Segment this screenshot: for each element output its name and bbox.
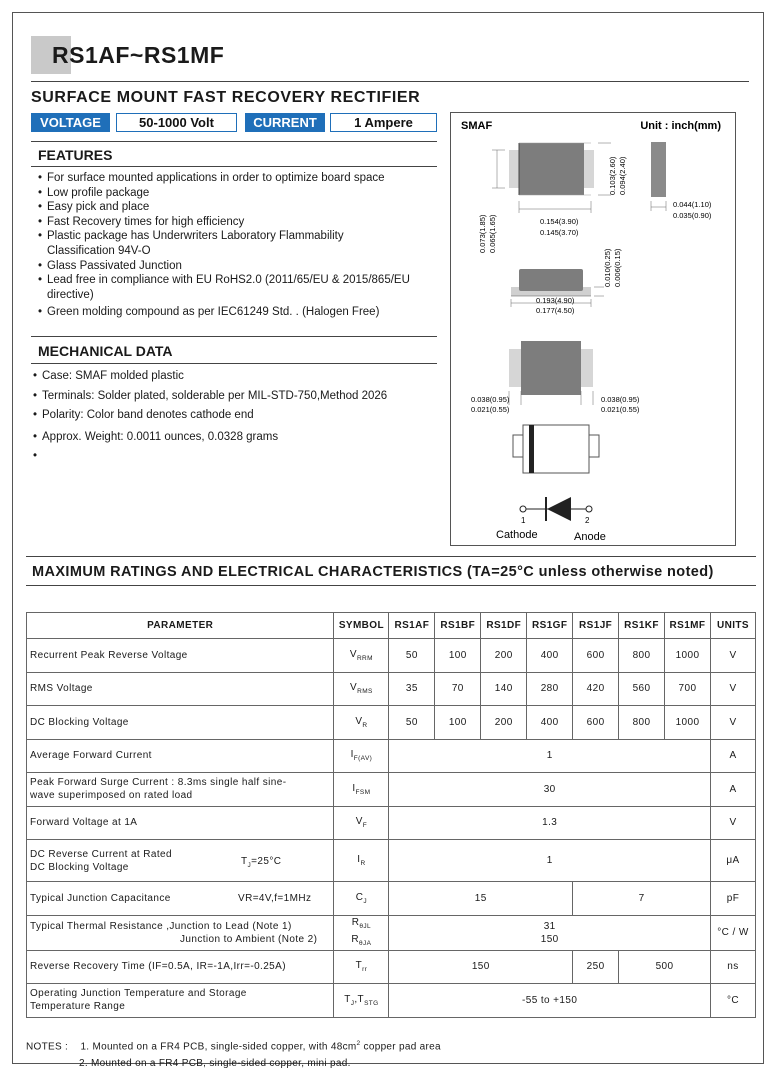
feature-item: • Low profile package: [38, 186, 410, 201]
dim-pr1: 0.038(0.95): [601, 395, 640, 404]
table-row: [27, 806, 756, 840]
voltage-value: 50-1000 Volt: [116, 113, 237, 132]
value-cell: 7: [573, 882, 711, 916]
value-cell: 1.3: [389, 806, 711, 840]
symbol-text: R: [351, 933, 360, 945]
symbol-cell: [334, 840, 389, 882]
col-header: SYMBOL: [334, 613, 389, 639]
value-cell: -55 to +150: [389, 984, 711, 1018]
value-line: 31: [543, 920, 556, 932]
dim-o1: 0.193(4.90): [536, 296, 575, 305]
symbol-cell: [334, 639, 389, 673]
features-title: FEATURES: [38, 147, 113, 163]
symbol-cell: [334, 806, 389, 840]
value-cell: 50: [389, 706, 435, 740]
value-cell: 30: [389, 773, 711, 807]
bottom-view: [471, 341, 640, 414]
symbol-sub: J: [350, 999, 355, 1007]
symbol-cell: [334, 739, 389, 773]
subtitle: SURFACE MOUNT FAST RECOVERY RECTIFIER: [31, 89, 421, 106]
note-1-sup: 2: [356, 1040, 361, 1047]
cond-sub: J: [247, 862, 252, 869]
col-header: RS1GF: [527, 613, 573, 639]
unit-cell: A: [710, 739, 755, 773]
table-row: [27, 915, 756, 950]
mech-rule-top: [31, 336, 437, 337]
value-cell: 1: [389, 840, 711, 882]
value-cell: 250: [573, 950, 619, 984]
table-row: [27, 984, 756, 1018]
dim-pl2: 0.021(0.55): [471, 405, 510, 414]
notes: [26, 1035, 441, 1072]
param-line: wave superimposed on rated load: [30, 790, 193, 802]
value-cell: 700: [665, 672, 711, 706]
param-cell: [27, 915, 334, 950]
param-cell: [27, 984, 334, 1018]
symbol-text: T: [355, 960, 363, 972]
top-view: [478, 143, 627, 253]
symbol-text: R: [351, 916, 360, 928]
value-cell: 200: [481, 706, 527, 740]
col-header: RS1JF: [573, 613, 619, 639]
value-cell: 1: [389, 739, 711, 773]
symbol-cell: [334, 672, 389, 706]
param-line: DC Blocking Voltage: [30, 861, 129, 873]
feature-item: • Easy pick and place: [38, 200, 410, 215]
pin2-label: 2: [585, 516, 590, 525]
symbol-text: V: [355, 816, 363, 828]
value-cell: 500: [619, 950, 711, 984]
package-drawing: [450, 112, 736, 546]
param-line: Typical Junction Capacitance: [30, 892, 171, 904]
symbol-cell: [334, 706, 389, 740]
note-1-tail: copper pad area: [363, 1041, 441, 1053]
dim-o2: 0.177(4.50): [536, 306, 575, 315]
band-view: [513, 425, 599, 473]
feature-item-text: Classification 94V-O: [47, 244, 151, 257]
col-header: RS1KF: [619, 613, 665, 639]
ratings-table: [26, 612, 756, 1018]
unit-cell: pF: [710, 882, 755, 916]
mechanical-title: MECHANICAL DATA: [38, 343, 173, 359]
value-cell: 1000: [665, 706, 711, 740]
dim-l2: 0.065(1.65): [488, 214, 497, 253]
ratings-title: MAXIMUM RATINGS AND ELECTRICAL CHARACTERISTICS (TA=25°C unless otherwise noted): [32, 564, 714, 580]
unit-cell: °C / W: [710, 915, 755, 950]
dim-s1: 0.010(0.25): [603, 248, 612, 287]
symbol-text: ,T: [354, 993, 365, 1005]
unit-cell: °C: [710, 984, 755, 1018]
feature-item: • Fast Recovery times for high efficiency: [38, 215, 410, 230]
note-line-2: [26, 1055, 441, 1072]
symbol-sub: FSM: [355, 788, 371, 796]
unit-cell: V: [710, 806, 755, 840]
table-row: [27, 882, 756, 916]
value-cell: 150: [389, 950, 573, 984]
col-header: PARAMETER: [27, 613, 334, 639]
unit-cell: V: [710, 639, 755, 673]
dim-h1: 0.103(2.60): [608, 156, 617, 195]
unit-label: Unit : inch(mm): [640, 120, 721, 132]
dim-pl1: 0.038(0.95): [471, 395, 510, 404]
condition-text: [241, 855, 281, 872]
param-cell: [27, 773, 334, 807]
cathode-label: Cathode: [496, 529, 538, 541]
voltage-label: VOLTAGE: [31, 113, 110, 132]
col-header: UNITS: [710, 613, 755, 639]
symbol-sub: STG: [364, 999, 379, 1007]
symbol-sub: RRM: [356, 654, 373, 662]
note-line-1: [26, 1035, 441, 1055]
value-cell: 400: [527, 639, 573, 673]
mech-item: • Approx. Weight: 0.0011 ounces, 0.0328 grams: [33, 428, 387, 448]
unit-cell: A: [710, 773, 755, 807]
symbol-cell: [334, 984, 389, 1018]
unit-cell: V: [710, 672, 755, 706]
value-cell: 100: [435, 706, 481, 740]
cond-part: =25°C: [251, 856, 282, 867]
feature-item-text: directive): [47, 288, 94, 301]
value-cell: 200: [481, 639, 527, 673]
cond-part: T: [241, 856, 248, 867]
symbol-text: I: [357, 854, 361, 865]
front-view: [511, 248, 622, 315]
symbol-cell: [334, 882, 389, 916]
param-line: Typical Thermal Resistance ,Junction to Lead (Note 1): [30, 920, 292, 932]
value-cell: 280: [527, 672, 573, 706]
value-cell: 100: [435, 639, 481, 673]
value-cell: 420: [573, 672, 619, 706]
table-row: [27, 950, 756, 984]
feature-item: • Glass Passivated Junction: [38, 259, 410, 274]
table-row: [27, 840, 756, 882]
table-row: [27, 706, 756, 740]
symbol-cell: [334, 915, 389, 950]
param-cell: RMS Voltage: [27, 672, 334, 706]
value-cell: [389, 915, 711, 950]
ratings-rule-top: [26, 556, 756, 557]
value-cell: 1000: [665, 639, 711, 673]
title-rule: [31, 81, 749, 82]
param-cell: [27, 882, 334, 916]
param-cell: Average Forward Current: [27, 739, 334, 773]
symbol-sub: F(AV): [353, 755, 373, 763]
symbol-text: C: [355, 891, 364, 903]
symbol-sub: F: [362, 822, 368, 830]
feature-item-continued: [38, 288, 410, 303]
col-header: RS1MF: [665, 613, 711, 639]
value-cell: 35: [389, 672, 435, 706]
features-rule-bottom: [31, 166, 437, 167]
pin1-label: 1: [521, 516, 526, 525]
symbol-text: T: [344, 993, 351, 1005]
value-cell: 15: [389, 882, 573, 916]
mech-item: • Case: SMAF molded plastic: [33, 367, 387, 387]
package-name: SMAF: [461, 120, 493, 132]
param-line: Peak Forward Surge Current : 8.3ms single half sine-: [30, 777, 287, 789]
value-cell: 400: [527, 706, 573, 740]
mech-item: • Terminals: Solder plated, solderable per MIL-STD-750,Method 2026: [33, 387, 387, 407]
param-cell: Forward Voltage at 1A: [27, 806, 334, 840]
features-rule-top: [31, 141, 437, 142]
mech-item-empty: [33, 447, 387, 461]
col-header: RS1AF: [389, 613, 435, 639]
notes-label: NOTES :: [26, 1041, 69, 1053]
current-value: 1 Ampere: [330, 113, 437, 132]
symbol-sub: J: [363, 897, 368, 905]
dim-l1: 0.073(1.85): [478, 214, 487, 253]
note-1: 1. Mounted on a FR4 PCB, single-sided copper, with 48cm: [80, 1041, 357, 1053]
param-line: Operating Junction Temperature and Storage: [30, 988, 247, 1000]
mechanical-list: [33, 367, 387, 461]
param-line: Temperature Range: [30, 1001, 126, 1013]
value-cell: 800: [619, 706, 665, 740]
table-header-row: [27, 613, 756, 639]
ratings-rule-bottom: [26, 585, 756, 586]
value-cell: 800: [619, 639, 665, 673]
dim-t1: 0.044(1.10): [673, 200, 712, 209]
dim-t2: 0.035(0.90): [673, 211, 712, 220]
table-row: [27, 672, 756, 706]
param-cell: [27, 950, 334, 984]
param-cell: Recurrent Peak Reverse Voltage: [27, 639, 334, 673]
value-cell: 70: [435, 672, 481, 706]
feature-item: • For surface mounted applications in order to optimize board space: [38, 171, 410, 186]
feature-item: • Lead free in compliance with EU RoHS2.0 (2011/65/EU & 2015/865/EU: [38, 273, 410, 288]
symbol-sub: rr: [362, 966, 368, 974]
symbol-text: V: [350, 682, 358, 694]
dim-h2: 0.094(2.40): [618, 156, 627, 195]
mech-rule-bottom: [31, 363, 437, 364]
current-label: CURRENT: [245, 113, 325, 132]
symbol-sub: θJL: [359, 922, 372, 930]
value-cell: 50: [389, 639, 435, 673]
symbol-sub: R: [360, 860, 366, 867]
note-2: 2. Mounted on a FR4 PCB, single-sided copper, mini pad.: [79, 1058, 351, 1070]
symbol-text: V: [349, 648, 357, 660]
col-header: RS1DF: [481, 613, 527, 639]
symbol-text: I: [352, 782, 356, 794]
col-header: RS1BF: [435, 613, 481, 639]
symbol-sub: RMS: [357, 688, 373, 696]
symbol-text: I: [350, 749, 354, 761]
feature-item-continued: [38, 244, 410, 259]
dim-w2: 0.145(3.70): [540, 228, 579, 237]
param-line: DC Reverse Current at Rated: [30, 848, 172, 860]
param-cell: [27, 840, 334, 882]
side-view: [651, 142, 712, 220]
mech-item: • Polarity: Color band denotes cathode end: [33, 406, 387, 426]
condition-text: (IF=0.5A, IR=-1A,Irr=-0.25A): [148, 961, 286, 973]
dim-w1: 0.154(3.90): [540, 217, 579, 226]
unit-cell: V: [710, 706, 755, 740]
param-line: Junction to Ambient (Note 2): [180, 933, 318, 945]
condition-text: VR=4V,f=1MHz: [238, 893, 312, 904]
diode-symbol: [496, 497, 606, 543]
symbol-cell: [334, 950, 389, 984]
symbol-text: V: [355, 715, 363, 727]
feature-item: • Green molding compound as per IEC61249 Std. . (Halogen Free): [38, 305, 410, 320]
features-list: [38, 171, 410, 320]
symbol-sub: R: [362, 721, 368, 729]
value-cell: 140: [481, 672, 527, 706]
table-row: [27, 639, 756, 673]
dim-pr2: 0.021(0.55): [601, 405, 640, 414]
param-line: Reverse Recovery Time: [30, 961, 146, 973]
table-row: [27, 739, 756, 773]
anode-label: Anode: [574, 531, 606, 543]
symbol-cell: [334, 773, 389, 807]
unit-cell: ns: [710, 950, 755, 984]
param-cell: DC Blocking Voltage: [27, 706, 334, 740]
feature-item: • Plastic package has Underwriters Laboratory Flammability: [38, 229, 410, 244]
part-title: RS1AF~RS1MF: [52, 42, 225, 68]
value-line: 150: [540, 933, 559, 945]
table-row: [27, 773, 756, 807]
value-cell: 600: [573, 639, 619, 673]
dim-s2: 0.006(0.15): [613, 248, 622, 287]
unit-cell: μA: [710, 840, 755, 882]
value-cell: 600: [573, 706, 619, 740]
value-cell: 560: [619, 672, 665, 706]
symbol-sub: θJA: [359, 939, 372, 947]
